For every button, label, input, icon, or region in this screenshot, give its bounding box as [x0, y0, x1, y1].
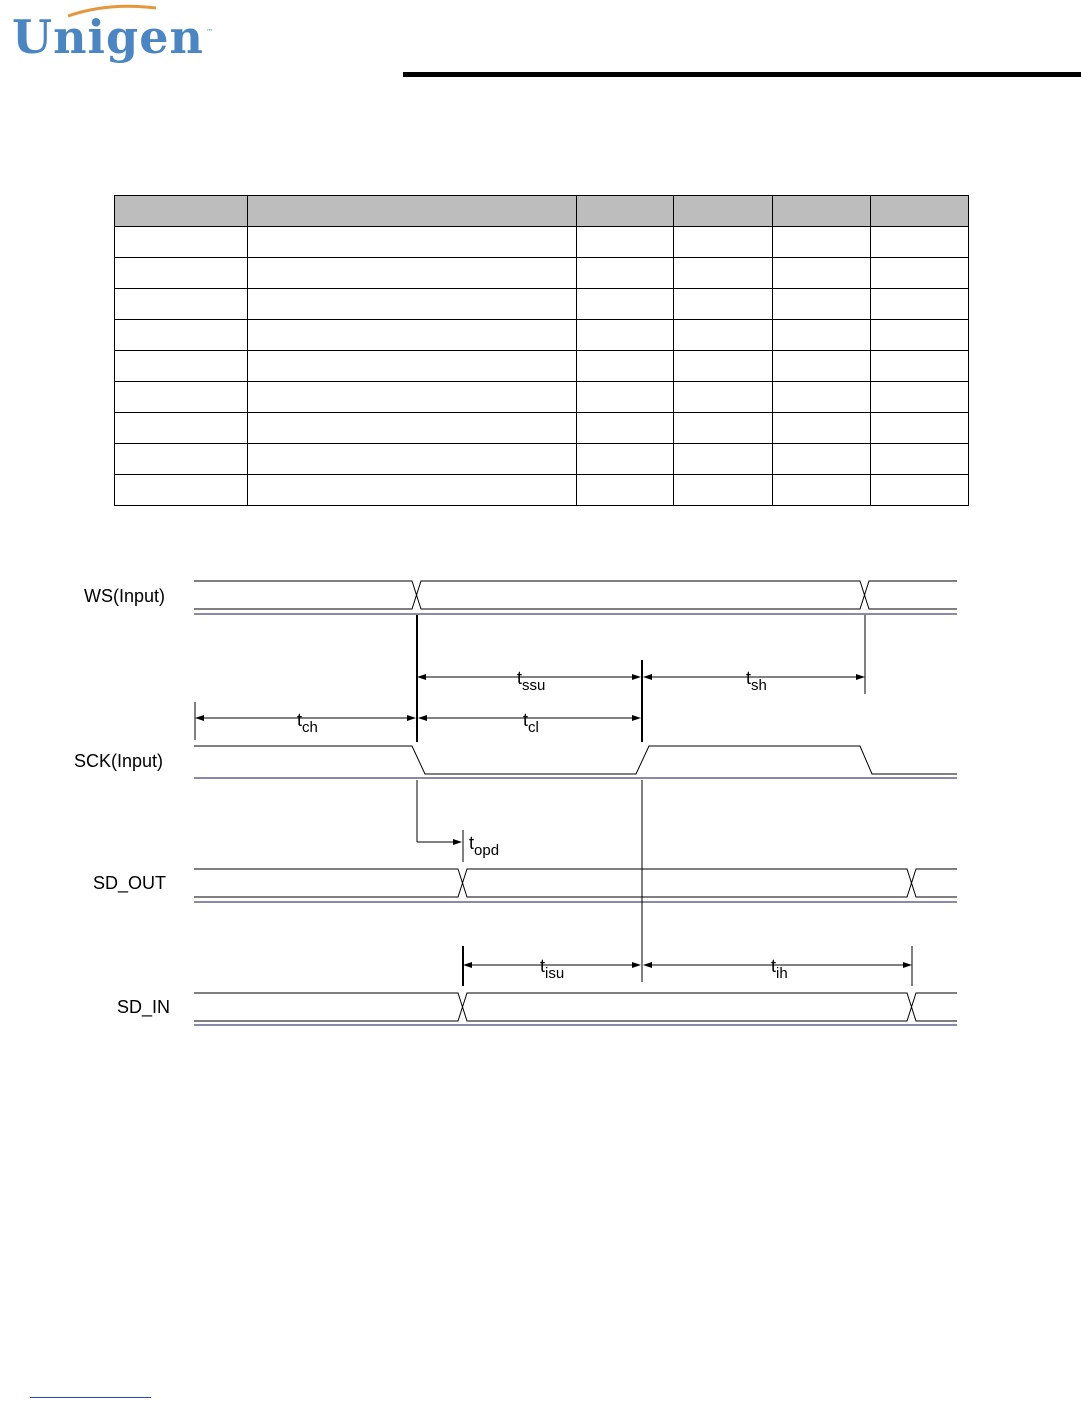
table-row	[115, 413, 969, 444]
signal-label-ws: WS(Input)	[84, 586, 166, 606]
table-cell	[248, 320, 577, 351]
table-cell	[674, 444, 773, 475]
i2s-timing-diagram	[0, 540, 1081, 1040]
arrowhead-icon	[463, 962, 472, 968]
param-label-tisu: tisu	[540, 956, 565, 982]
table-cell	[577, 351, 674, 382]
table-header-row	[115, 196, 969, 227]
sd-out-waveform	[194, 869, 957, 902]
table-cell	[248, 351, 577, 382]
table-cell	[577, 258, 674, 289]
table-cell	[248, 475, 577, 506]
signal-label-sd-in: SD_IN	[117, 997, 171, 1017]
table-cell	[248, 289, 577, 320]
table-cell	[115, 258, 248, 289]
footer-link-underline[interactable]	[30, 1397, 151, 1398]
table-body	[115, 227, 969, 506]
arrowhead-icon	[632, 962, 641, 968]
table-cell	[115, 289, 248, 320]
arrowhead-icon	[632, 674, 641, 680]
table-cell	[674, 382, 773, 413]
arrowhead-icon	[417, 674, 426, 680]
table-cell	[115, 320, 248, 351]
table-cell	[674, 258, 773, 289]
table-cell	[115, 444, 248, 475]
signal-label-sd-out: SD_OUT	[93, 873, 167, 893]
table-cell	[577, 444, 674, 475]
param-label-topd: topd	[469, 833, 500, 859]
ws-waveform	[194, 581, 957, 614]
table-cell	[871, 413, 969, 444]
table-cell	[871, 227, 969, 258]
table-header-cell	[577, 196, 674, 227]
table-cell	[674, 475, 773, 506]
table-cell	[115, 382, 248, 413]
arrowhead-icon	[643, 674, 652, 680]
table-cell	[674, 351, 773, 382]
param-label-tch: tch	[297, 710, 318, 736]
arrowhead-icon	[632, 715, 641, 721]
table-cell	[115, 351, 248, 382]
table-cell	[871, 382, 969, 413]
arrowhead-icon	[643, 962, 652, 968]
table-cell	[871, 351, 969, 382]
arrowhead-icon	[903, 962, 912, 968]
table-cell	[871, 320, 969, 351]
table-cell	[577, 413, 674, 444]
table-cell	[248, 382, 577, 413]
table-row	[115, 351, 969, 382]
table-cell	[871, 444, 969, 475]
table-cell	[115, 413, 248, 444]
table-row	[115, 382, 969, 413]
table-header-cell	[773, 196, 871, 227]
arrowhead-icon	[856, 674, 865, 680]
param-label-tssu: tssu	[517, 668, 546, 694]
table-row	[115, 475, 969, 506]
table-cell	[674, 320, 773, 351]
table-cell	[577, 289, 674, 320]
table-cell	[773, 413, 871, 444]
arrowhead-icon	[195, 715, 204, 721]
logo-wordmark: Unigen	[12, 10, 204, 64]
logo-trademark: ™	[206, 28, 213, 36]
unigen-logo	[8, 2, 218, 74]
arrowhead-icon	[453, 839, 462, 845]
table-cell	[115, 475, 248, 506]
param-label-tcl: tcl	[523, 710, 539, 736]
table-cell	[773, 475, 871, 506]
table-cell	[248, 227, 577, 258]
table-cell	[871, 475, 969, 506]
table-row	[115, 258, 969, 289]
table-cell	[773, 444, 871, 475]
table-cell	[773, 351, 871, 382]
table-row	[115, 444, 969, 475]
table-cell	[773, 289, 871, 320]
table-header-cell	[871, 196, 969, 227]
table-header-cell	[115, 196, 248, 227]
table-cell	[577, 382, 674, 413]
table-row	[115, 227, 969, 258]
table-row	[115, 289, 969, 320]
sd-in-waveform	[194, 993, 957, 1025]
table-cell	[674, 289, 773, 320]
table-cell	[773, 227, 871, 258]
table-header-cell	[248, 196, 577, 227]
table-cell	[248, 413, 577, 444]
signal-label-sck: SCK(Input)	[74, 751, 164, 771]
arrowhead-icon	[407, 715, 416, 721]
table-cell	[674, 413, 773, 444]
table-row	[115, 320, 969, 351]
param-label-tsh: tsh	[746, 668, 767, 694]
table-cell	[871, 289, 969, 320]
table-header-cell	[674, 196, 773, 227]
param-label-tih: tih	[771, 956, 788, 982]
table-cell	[577, 320, 674, 351]
table-cell	[248, 444, 577, 475]
header-rule	[403, 72, 1081, 77]
sck-waveform	[194, 746, 957, 778]
table-cell	[871, 258, 969, 289]
arrowhead-icon	[418, 715, 427, 721]
table-cell	[674, 227, 773, 258]
timing-parameter-table	[114, 195, 969, 506]
table-cell	[248, 258, 577, 289]
table-cell	[115, 227, 248, 258]
table-cell	[773, 258, 871, 289]
table-cell	[773, 320, 871, 351]
table-cell	[577, 475, 674, 506]
table-cell	[577, 227, 674, 258]
table-cell	[773, 382, 871, 413]
